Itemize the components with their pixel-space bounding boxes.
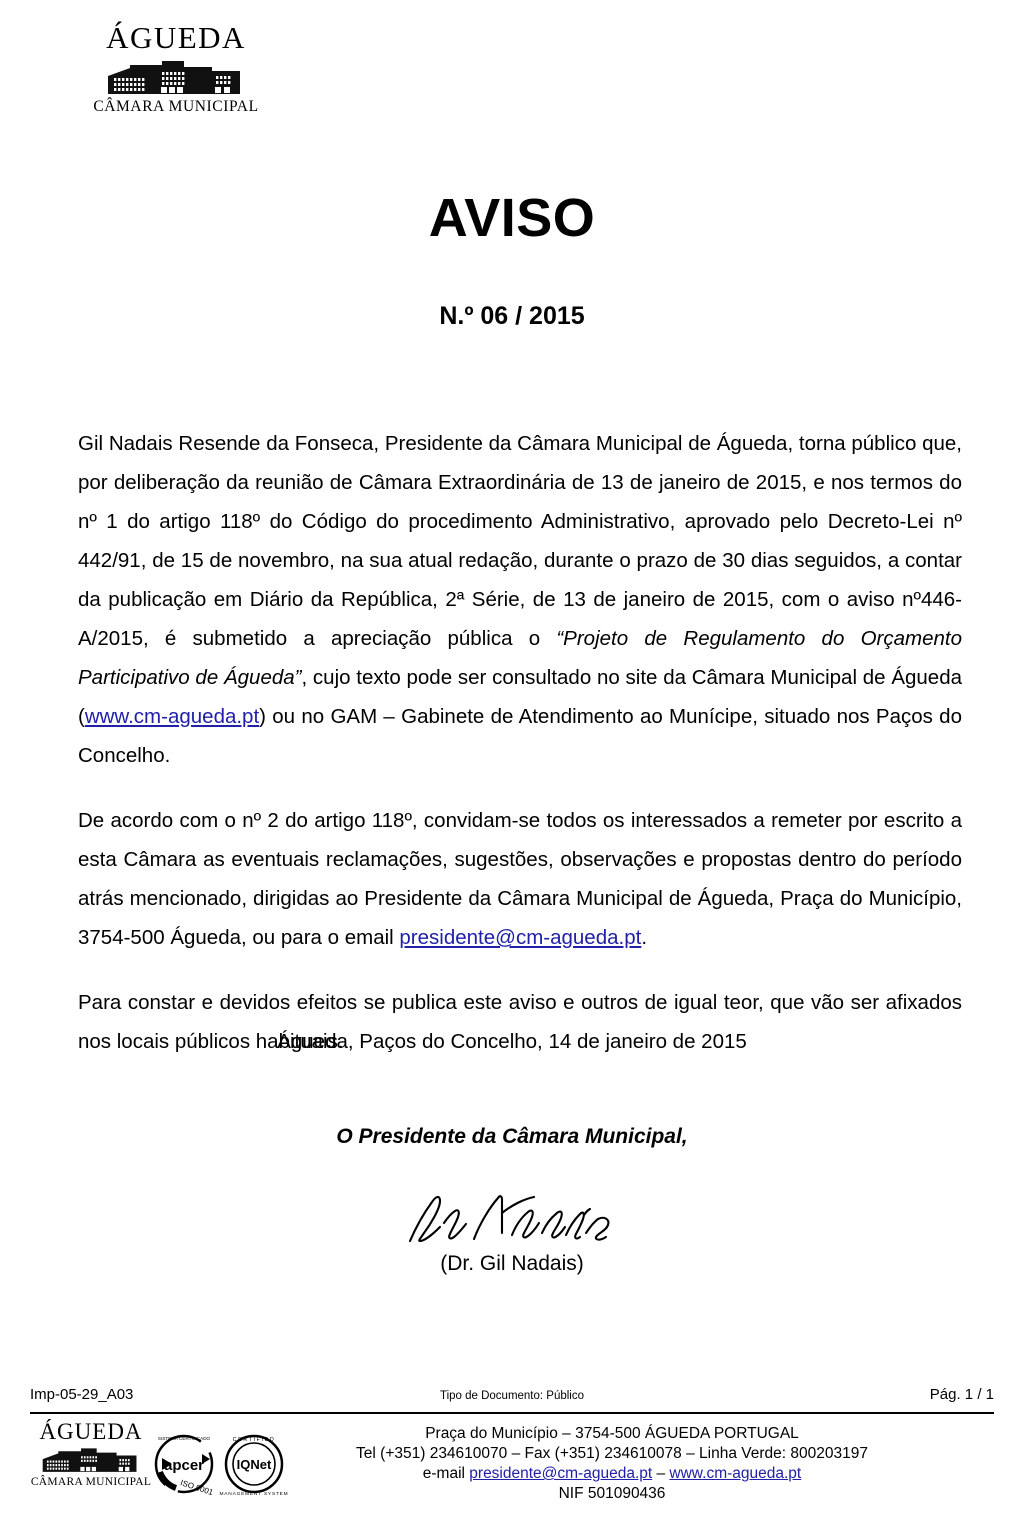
place-and-date: Águeda, Paços do Concelho, 14 de janeiro de 2015 <box>277 1030 747 1053</box>
footer-logo <box>26 1420 156 1488</box>
regulation-title: “Projeto de Regulamento do Orçamento Participativo de Águeda” <box>78 627 962 689</box>
footer-email-link[interactable]: presidente@cm-agueda.pt <box>469 1465 653 1482</box>
document-type: Tipo de Documento: Público <box>439 1390 585 1402</box>
website-link[interactable]: www.cm-agueda.pt <box>84 705 260 728</box>
document-code: Imp-05-29_A03 <box>30 1386 134 1403</box>
paragraph-2-text-a: De acordo com o nº 2 do artigo 118º, convidam-se todos os interessados a remeter por escrito a esta Câmara as eventuais reclamações, sugestões, observações e propostas dentro do período atrás mencionado, dirigidas ao Presidente da Câmara Municipal de Águeda, Praça do Município, 3754-500 Águeda, ou para o email <box>78 809 962 949</box>
footer-logo-wordmark: ÁGUEDA <box>39 1419 143 1444</box>
footer-email-line <box>262 1464 962 1484</box>
footer-separator: – <box>652 1465 670 1482</box>
svg-text:MANAGEMENT SYSTEM: MANAGEMENT SYSTEM <box>219 1492 289 1497</box>
municipal-building-icon <box>37 1446 145 1475</box>
paragraph-3: Para constar e devidos efeitos se publica este aviso e outros de igual teor, que vão ser afixados nos locais públicos habituais. <box>78 991 962 1053</box>
paragraph-2 <box>78 801 962 957</box>
document-number: N.º 06 / 2015 <box>439 302 585 330</box>
footer-nif: NIF 501090436 <box>558 1485 666 1502</box>
footer-contact <box>262 1424 962 1504</box>
apcer-seal-icon <box>156 1436 215 1497</box>
svg-text:SISTEMA CERTIFICADO: SISTEMA CERTIFICADO <box>157 1436 211 1441</box>
municipal-building-icon <box>100 58 252 98</box>
handwritten-signature-icon <box>400 1183 630 1255</box>
footer-phone: Tel (+351) 234610070 – Fax (+351) 234610078 – Linha Verde: 800203197 <box>356 1445 868 1462</box>
document-body <box>78 424 962 1061</box>
paragraph-1-text-b: , cujo texto pode ser consultado no site da Câmara Municipal de Águeda ( <box>78 666 963 728</box>
paragraph-1-text-a: Gil Nadais Resende da Fonseca, Presidente da Câmara Municipal de Águeda, torna público que, por deliberação da reunião de Câmara Extraordinária de 13 de janeiro de 2015, e nos termos do nº 1 do artigo 118º do Código do procedimento Administrativo, aprovado pelo Decreto-Lei nº 442/91, de 15 de novembro, na sua atual redação, durante o prazo de 30 dias seguidos, a contar da publicação em Diário da República, 2ª Série, de 13 de janeiro de 2015, com o aviso nº446-A/2015, é submetido a apreciação pública o <box>78 432 962 650</box>
paragraph-1-text-c: ) ou no GAM – Gabinete de Atendimento ao Munícipe, situado nos Paços do Concelho. <box>78 705 962 767</box>
svg-text:CERTIFIED: CERTIFIED <box>232 1437 276 1443</box>
logo-wordmark: ÁGUEDA <box>106 20 246 55</box>
svg-text:apcer: apcer <box>163 1457 205 1474</box>
footer-logo-subtitle: CÂMARA MUNICIPAL <box>30 1476 152 1489</box>
logo-subtitle: CÂMARA MUNICIPAL <box>93 97 259 115</box>
header-logo <box>66 22 286 115</box>
footer-email-label: e-mail <box>422 1465 470 1482</box>
footer-divider <box>30 1412 994 1414</box>
svg-text:ISO 9001: ISO 9001 <box>179 1478 215 1498</box>
footer-address: Praça do Município – 3754-500 ÁGUEDA PORTUGAL <box>425 1425 799 1442</box>
paragraph-1 <box>78 424 962 775</box>
signatory-name: (Dr. Gil Nadais) <box>440 1252 584 1275</box>
paragraph-2-text-b: . <box>641 926 648 949</box>
page-indicator: Pág. 1 / 1 <box>929 1386 994 1403</box>
email-link[interactable]: presidente@cm-agueda.pt <box>399 926 642 949</box>
svg-text:IQNet: IQNet <box>236 1457 272 1472</box>
footer-website-link[interactable]: www.cm-agueda.pt <box>669 1465 802 1482</box>
signature-title: O Presidente da Câmara Municipal, <box>336 1125 688 1148</box>
footer-meta <box>30 1386 994 1408</box>
page-title: AVISO <box>428 188 596 248</box>
